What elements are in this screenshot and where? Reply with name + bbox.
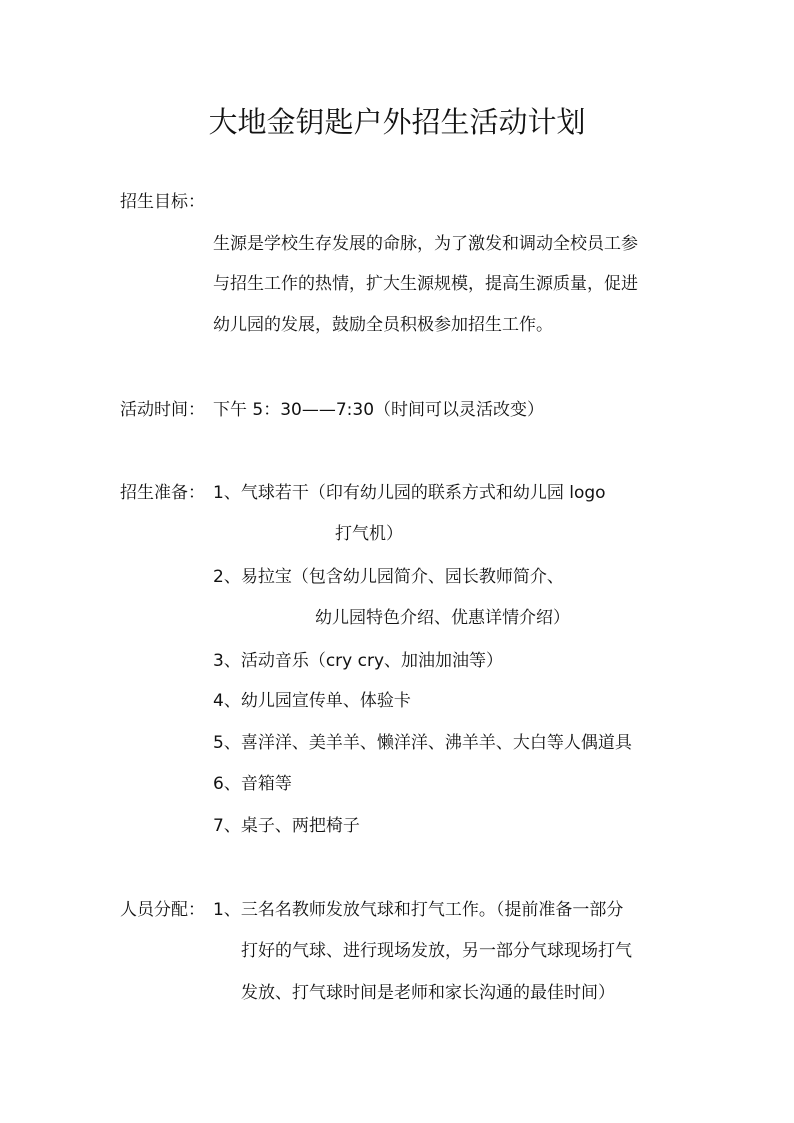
staff-line-3: 发放、打气球时间是老师和家长沟通的最佳时间） xyxy=(241,983,615,1003)
prep-item-1-cont: 打气机） xyxy=(335,524,403,544)
prep-item-4: 4、幼儿园宣传单、体验卡 xyxy=(213,691,411,711)
prep-item-2-cont: 幼儿园特色介绍、优惠详情介绍） xyxy=(315,608,570,628)
goal-line-3: 幼儿园的发展，鼓励全员积极参加招生工作。 xyxy=(213,315,553,335)
prep-item-6: 6、音箱等 xyxy=(213,774,292,794)
time-label: 活动时间： xyxy=(120,400,205,420)
staff-line-1: 1、三名名教师发放气球和打气工作。（提前准备一部分 xyxy=(213,900,624,920)
goal-label: 招生目标： xyxy=(120,192,205,212)
staff-line-2: 打好的气球、进行现场发放，另一部分气球现场打气 xyxy=(241,941,632,961)
prep-item-1: 1、气球若干（印有幼儿园的联系方式和幼儿园 logo xyxy=(213,483,606,503)
prep-item-2: 2、易拉宝（包含幼儿园简介、园长教师简介、 xyxy=(213,567,564,587)
staff-label: 人员分配： xyxy=(120,900,205,920)
time-value: 下午 5：30——7:30（时间可以灵活改变） xyxy=(213,400,545,420)
prep-item-5: 5、喜洋洋、美羊羊、懒洋洋、沸羊羊、大白等人偶道具 xyxy=(213,733,632,753)
prep-item-3: 3、活动音乐（cry cry、加油加油等） xyxy=(213,651,504,671)
goal-line-2: 与招生工作的热情，扩大生源规模，提高生源质量，促进 xyxy=(213,274,638,294)
prep-label: 招生准备： xyxy=(120,483,205,503)
prep-item-7: 7、桌子、两把椅子 xyxy=(213,816,360,836)
document-title: 大地金钥匙户外招生活动计划 xyxy=(208,105,586,139)
goal-line-1: 生源是学校生存发展的命脉，为了激发和调动全校员工参 xyxy=(213,234,638,254)
